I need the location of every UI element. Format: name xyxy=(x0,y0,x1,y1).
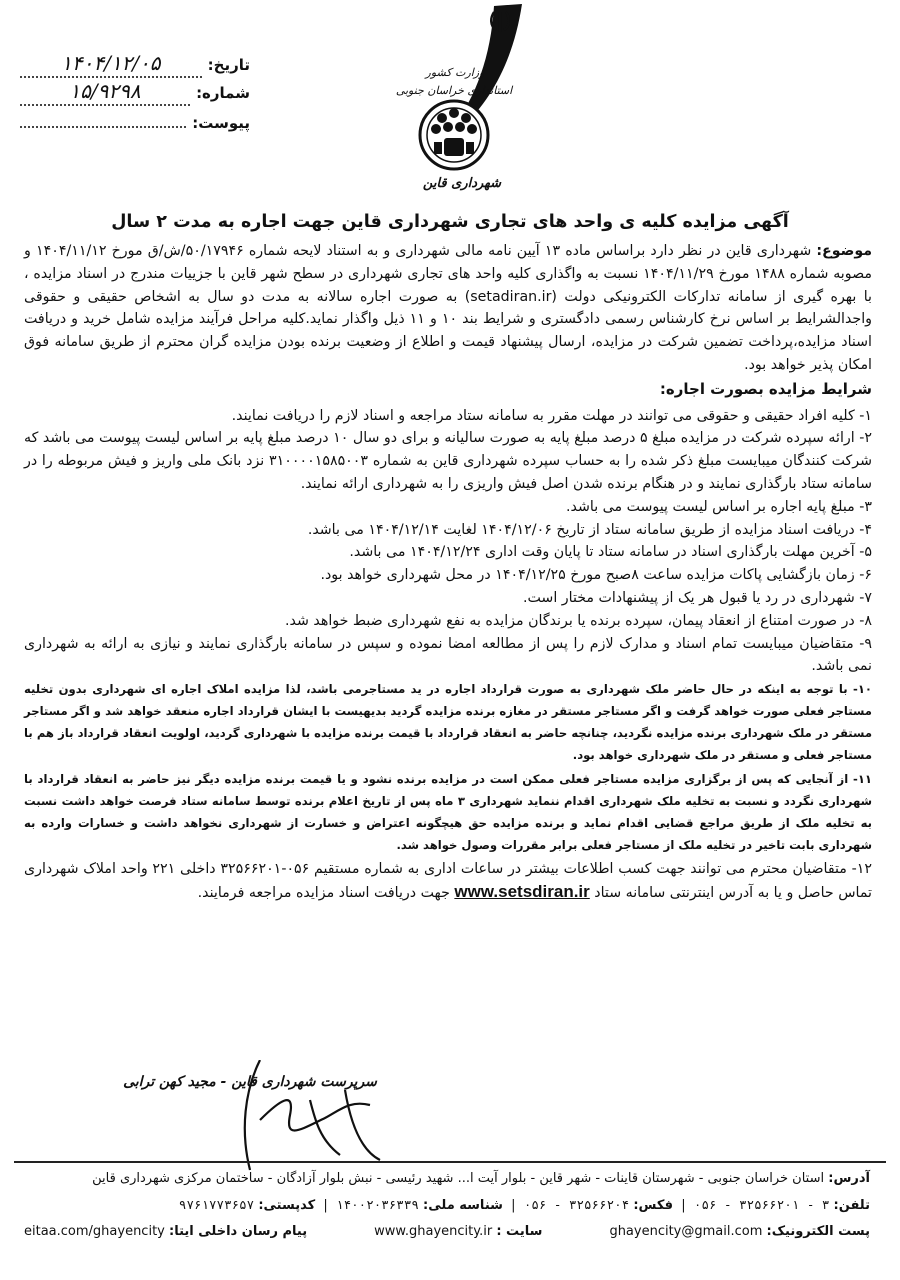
national-id-value: ۱۴۰۰۲۰۳۶۳۳۹ xyxy=(336,1197,419,1212)
page-footer xyxy=(24,1168,870,1243)
document-title: آگهی مزایده کلیه ی واحد های تجاری شهرداری قاین جهت اجاره به مدت ۲ سال xyxy=(111,212,789,232)
number-label: شماره: xyxy=(196,84,250,102)
subject-site: (setadiran.ir) xyxy=(464,288,557,305)
postal-value: ۹۷۶۱۷۷۳۶۵۷ xyxy=(178,1197,255,1212)
date-row xyxy=(20,50,250,78)
emblem-city-text: شهرداری قاین xyxy=(422,176,502,191)
site-label: سایت : xyxy=(496,1224,543,1239)
date-value: ۱۴۰۴/۱۲/۰۵ xyxy=(20,50,202,78)
subject-paragraph xyxy=(24,240,872,377)
footer-divider xyxy=(14,1161,886,1163)
condition-item-11: ۱۱- از آنجایی که پس از برگزاری مزایده مستاجر فعلی ممکن است در مزایده برنده نشود و یا قیمت برنده مزایده دیگر نیز حاضر به انعقاد قرارداد با شهرداری نگردد و نسبت به تخلیه ملک شهرداری اقدام ننماید شهرداری ۳ ماه پس از تاریخ اعلام برنده توسط سامانه ستاد فرصت خواهد داشت نسبت به تخلیه ملک از طریق مراجع قضایی اقدام نماید و برنده مزایده حق هیچگونه اعتراض و خسارت از شهرداری نخواهد داشت و خسارات وارده به شهرداری بابت تاخیر در تخلیه ملک از مستاجر فعلی برابر مقررات وصول خواهد شد. xyxy=(24,772,872,853)
footer-address-row xyxy=(24,1168,870,1190)
footer-online-row xyxy=(24,1221,870,1243)
number-row xyxy=(20,78,250,106)
attachment-label: پیوست: xyxy=(192,114,250,132)
document-meta xyxy=(20,50,250,136)
document-body xyxy=(24,240,872,905)
email-link[interactable]: ghayencity@gmail.com xyxy=(609,1224,763,1239)
emblem-ministry-text: وزارت کشور xyxy=(425,66,485,79)
number-value: ۱۵/۹۲۹۸ xyxy=(20,78,190,106)
condition-item: ۹- متقاضیان میبایست تمام اسناد و مدارک لازم را پس از مطالعه امضا نموده و سپس در سامانه بارگذاری نمایند و نیازی به ارائه به شهرداری نمی باشد. xyxy=(24,635,872,675)
conditions-heading: شرایط مزایده بصورت اجاره: xyxy=(659,379,872,398)
phone-value: ۳ - ۳۲۵۶۶۲۰۱ - ۰۵۶ xyxy=(693,1197,830,1212)
messenger-label: پیام رسان داخلی ایتا: xyxy=(169,1224,308,1239)
condition-item-10: ۱۰- با توجه به اینکه در حال حاضر ملک شهرداری به صورت قرارداد اجاره در ید مستاجرمی باشد، لذا مزایده املاک اجاره ای شهرداری بدون تخلیه مستاجر فعلی صورت خواهد گرفت و اگر مستاجر مستقر در مغازه برنده مزایده گردید بدیهیست با ایشان قرارداد اجاره منعقد خواهد شد و اگر مستاجر مستقر در ملک شهرداری برنده مزایده نگردید، چنانچه حاضر به انعقاد قرارداد با قیمت برنده مزایده با شهرداری گردید، اولویت انعقاد قرارداد باز هم با مستاجر فعلی و مستقر در ملک شهرداری خواهد بود. xyxy=(24,682,872,763)
phone-label: تلفن: xyxy=(833,1198,870,1213)
subject-label: موضوع: xyxy=(816,243,872,259)
condition-item: ۷- شهرداری در رد یا قبول هر یک از پیشنهادات مختار است. xyxy=(522,589,872,606)
address-label: آدرس: xyxy=(828,1171,870,1186)
messenger-link[interactable]: eitaa.com/ghayencity xyxy=(24,1224,165,1239)
footer-contact-row: تلفن: ۳ - ۳۲۵۶۶۲۰۱ - ۰۵۶ | فکس: ۳۲۵۶۶۲۰۴ - ۰۵۶ | شناسه ملی: ۱۴۰۰۲۰۳۶۳۳۹ | کدپستی: ۹۷۶۱۷۷۳۶۵۷ xyxy=(178,1197,870,1213)
address-text: استان خراسان جنوبی - شهرستان قاینات - شهر قاین - بلوار آیت ا... شهید رئیسی - نبش بلوار آزادگان - ساختمان مرکزی شهرداری قاین xyxy=(92,1171,825,1186)
national-id-label: شناسه ملی: xyxy=(423,1198,503,1213)
setad-site-link[interactable]: www.setsdiran.ir xyxy=(454,881,590,901)
fax-label: فکس: xyxy=(633,1198,673,1213)
condition-item: ۳- مبلغ پایه اجاره بر اساس لیست پیوست می باشد. xyxy=(566,498,872,515)
postal-label: کدپستی: xyxy=(258,1198,316,1213)
attachment-row xyxy=(20,106,250,136)
condition-item: ۲- ارائه سپرده شرکت در مزایده مبلغ ۵ درصد مبلغ پایه به صورت سالیانه و برای دو سال ۱۰ درصد مبلغ پایه بر اساس لیست پیوست می باشد که شرکت کنندگان میبایست مبلغ ذکر شده را به حساب سپرده شهرداری قاین به شماره ۳۱۰۰۰۰۱۵۸۵۰۰۳ نزد بانک ملی واریز و فیش مربوطه را در سامانه ستاد بارگذاری نمایند و در هنگام برنده شدن اصل فیش واریزی را به شهرداری ارائه نمایند. xyxy=(24,430,872,492)
subject-text-part2: به صورت اجاره سالانه به مدت دو سال به اشخاص حقیقی و حقوقی واجدالشرایط بر اساس نرخ کارشناس رسمی دادگستری و شرایط بند ۱۰ و ۱۱ ذیل واگذار نماید.کلیه مراحل فرآیند مزایده شامل خرید و دریافت اسناد مزایده،پرداخت تضمین شرکت در مزایده، ارسال پیشنهاد قیمت و اطلاع از وضعیت برنده بودن مزایده گران محترم از طریق سامانه فوق امکان پذیر خواهد بود. xyxy=(24,288,872,373)
website-link[interactable]: www.ghayencity.ir xyxy=(374,1224,493,1239)
date-label: تاریخ: xyxy=(207,56,250,74)
attachment-value xyxy=(20,106,186,128)
condition-12-text: ۱۲- متقاضیان محترم می توانند جهت کسب اطلاعات بیشتر در ساعات اداری به شماره مستقیم ۰۵۶-۳۲۵۶۶۲۰۱ داخلی ۲۲۱ واحد املاک شهرداری تماس حاصل و یا به آدرس اینترنتی سامانه ستاد xyxy=(24,861,873,901)
condition-12-tail: جهت دریافت اسناد مزایده مراجعه فرمایند. xyxy=(197,884,455,901)
municipality-emblem xyxy=(372,0,552,210)
emblem-province-text: استانداری خراسان جنوبی xyxy=(395,84,513,97)
condition-item-12 xyxy=(24,858,872,905)
email-label: پست الکترونیک: xyxy=(766,1224,870,1239)
subject-text-part1: شهرداری قاین در نظر دارد براساس ماده ۱۳ آیین نامه مالی شهرداری و به استناد لایحه شماره ۵۰/۱۷۹۴۶/ش/ق مورخ ۱۴۰۴/۱۱/۱۲ و مصوبه شماره ۱۴۸۸ مورخ ۱۴۰۴/۱۱/۲۹ نسبت به واگذاری کلیه واحد های تجاری شهرداری در سطح شهر قاین با جزییات مندرج در اسناد مزایده ، با بهره گیری از سامانه تدارکات الکترونیکی دولت xyxy=(24,243,872,305)
condition-item: ۱- کلیه افراد حقیقی و حقوقی می توانند در مهلت مقرر به سامانه ستاد مراجعه و اسناد لازم را دریافت نمایند. xyxy=(231,407,872,424)
signatory-name: سرپرست شهرداری قاین - مجید کهن ترابی xyxy=(123,1074,377,1090)
condition-item: ۸- در صورت امتناع از انعقاد پیمان، سپرده برنده یا برندگان مزایده به نفع شهرداری ضبط خواهد شد. xyxy=(285,612,872,629)
condition-item: ۵- آخرین مهلت بارگذاری اسناد در سامانه ستاد تا پایان وقت اداری ۱۴۰۴/۱۲/۲۴ می باشد. xyxy=(349,544,872,561)
condition-item: ۴- دریافت اسناد مزایده از طریق سامانه ستاد از تاریخ ۱۴۰۴/۱۲/۰۶ لغایت ۱۴۰۴/۱۲/۱۴ می باشد. xyxy=(307,521,872,538)
fax-value: ۳۲۵۶۶۲۰۴ - ۰۵۶ xyxy=(523,1197,630,1212)
condition-item: ۶- زمان بازگشایی پاکات مزایده ساعت ۸صبح مورخ ۱۴۰۴/۱۲/۲۵ در محل شهرداری خواهد بود. xyxy=(320,567,872,584)
